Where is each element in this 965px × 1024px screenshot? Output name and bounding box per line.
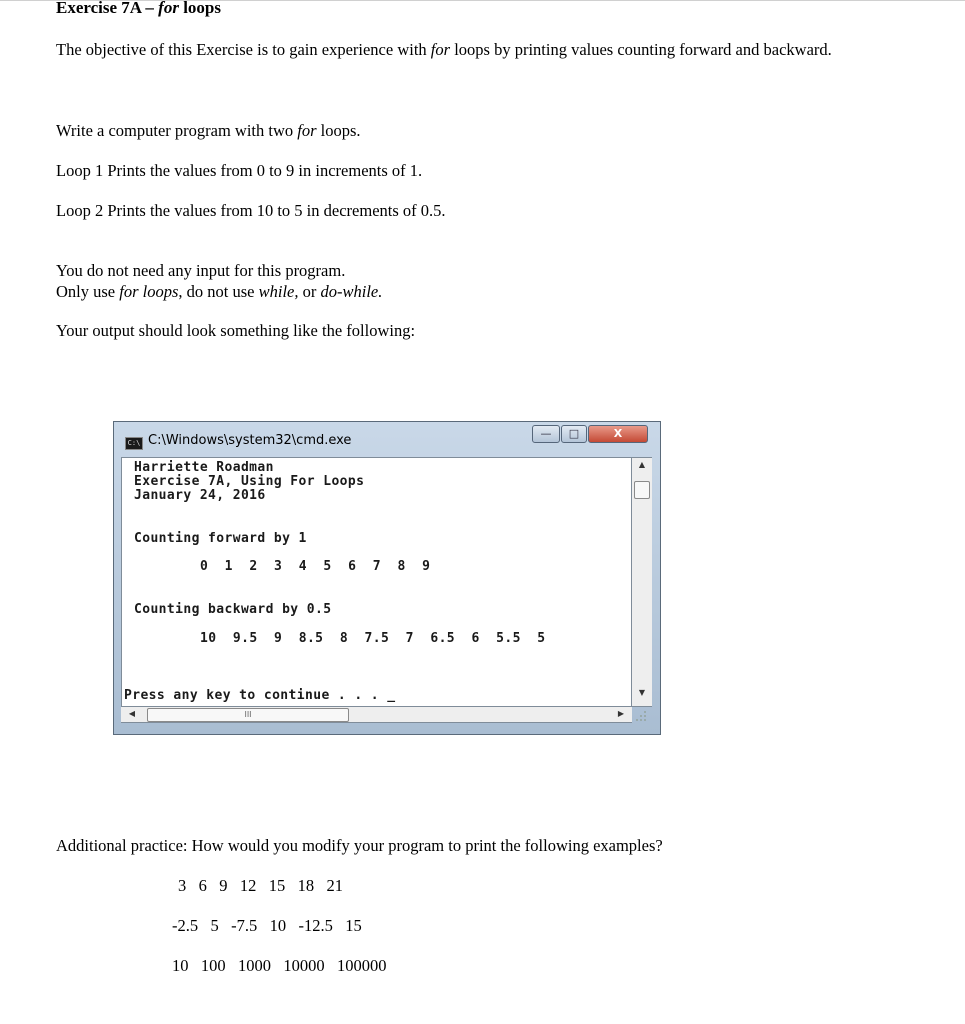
minimize-button[interactable]: — xyxy=(532,425,560,443)
console-output xyxy=(121,457,632,707)
horizontal-scroll-thumb[interactable]: III xyxy=(147,708,349,722)
loop2-instruction: Loop 2 Prints the values from 10 to 5 in decrements of 0.5. xyxy=(56,201,446,220)
console-line-exercise: Exercise 7A, Using For Loops xyxy=(134,474,365,489)
console-forward-label: Counting forward by 1 xyxy=(134,531,307,546)
output-intro: Your output should look something like the following: xyxy=(56,321,416,340)
console-titlebar xyxy=(114,422,660,457)
write-instruction: Write a computer program with two for loops. xyxy=(56,121,361,140)
maximize-button[interactable]: □ xyxy=(561,425,587,443)
vertical-scroll-thumb[interactable] xyxy=(634,481,650,499)
console-press-key: Press any key to continue . . . _ xyxy=(124,688,396,703)
cmd-icon: C:\ xyxy=(125,437,143,450)
vertical-scrollbar[interactable] xyxy=(632,457,652,707)
objective-paragraph: The objective of this Exercise is to gain experience with for loops by printing values counting forward and backward. xyxy=(56,40,832,59)
console-line-date: January 24, 2016 xyxy=(134,488,266,503)
no-input-note: You do not need any input for this program. xyxy=(56,261,346,280)
only-use-note: Only use for loops, do not use while, or do-while. xyxy=(56,282,383,301)
close-button[interactable]: X xyxy=(588,425,648,443)
resize-grip-icon[interactable] xyxy=(634,709,648,721)
console-forward-values: 0 1 2 3 4 5 6 7 8 9 xyxy=(200,559,431,574)
example-3: 10 100 1000 10000 100000 xyxy=(172,956,387,975)
console-title: C:\Windows\system32\cmd.exe xyxy=(148,433,352,448)
scroll-left-icon[interactable]: ◀ xyxy=(128,709,136,718)
loop1-instruction: Loop 1 Prints the values from 0 to 9 in increments of 1. xyxy=(56,161,423,180)
example-1: 3 6 9 12 15 18 21 xyxy=(178,876,343,895)
console-line-name: Harriette Roadman xyxy=(134,460,274,475)
console-backward-label: Counting backward by 0.5 xyxy=(134,602,332,617)
page-title: Exercise 7A – for loops xyxy=(56,0,221,17)
console-backward-values: 10 9.5 9 8.5 8 7.5 7 6.5 6 5.5 5 xyxy=(200,631,546,646)
additional-practice: Additional practice: How would you modify your program to print the following examples? xyxy=(56,836,663,855)
horizontal-scrollbar[interactable] xyxy=(121,707,632,723)
console-window xyxy=(113,421,661,735)
scroll-right-icon[interactable]: ▶ xyxy=(617,709,625,718)
example-2: -2.5 5 -7.5 10 -12.5 15 xyxy=(172,916,362,935)
scroll-up-icon[interactable]: ▲ xyxy=(638,460,646,469)
scroll-down-icon[interactable]: ▼ xyxy=(638,688,646,697)
